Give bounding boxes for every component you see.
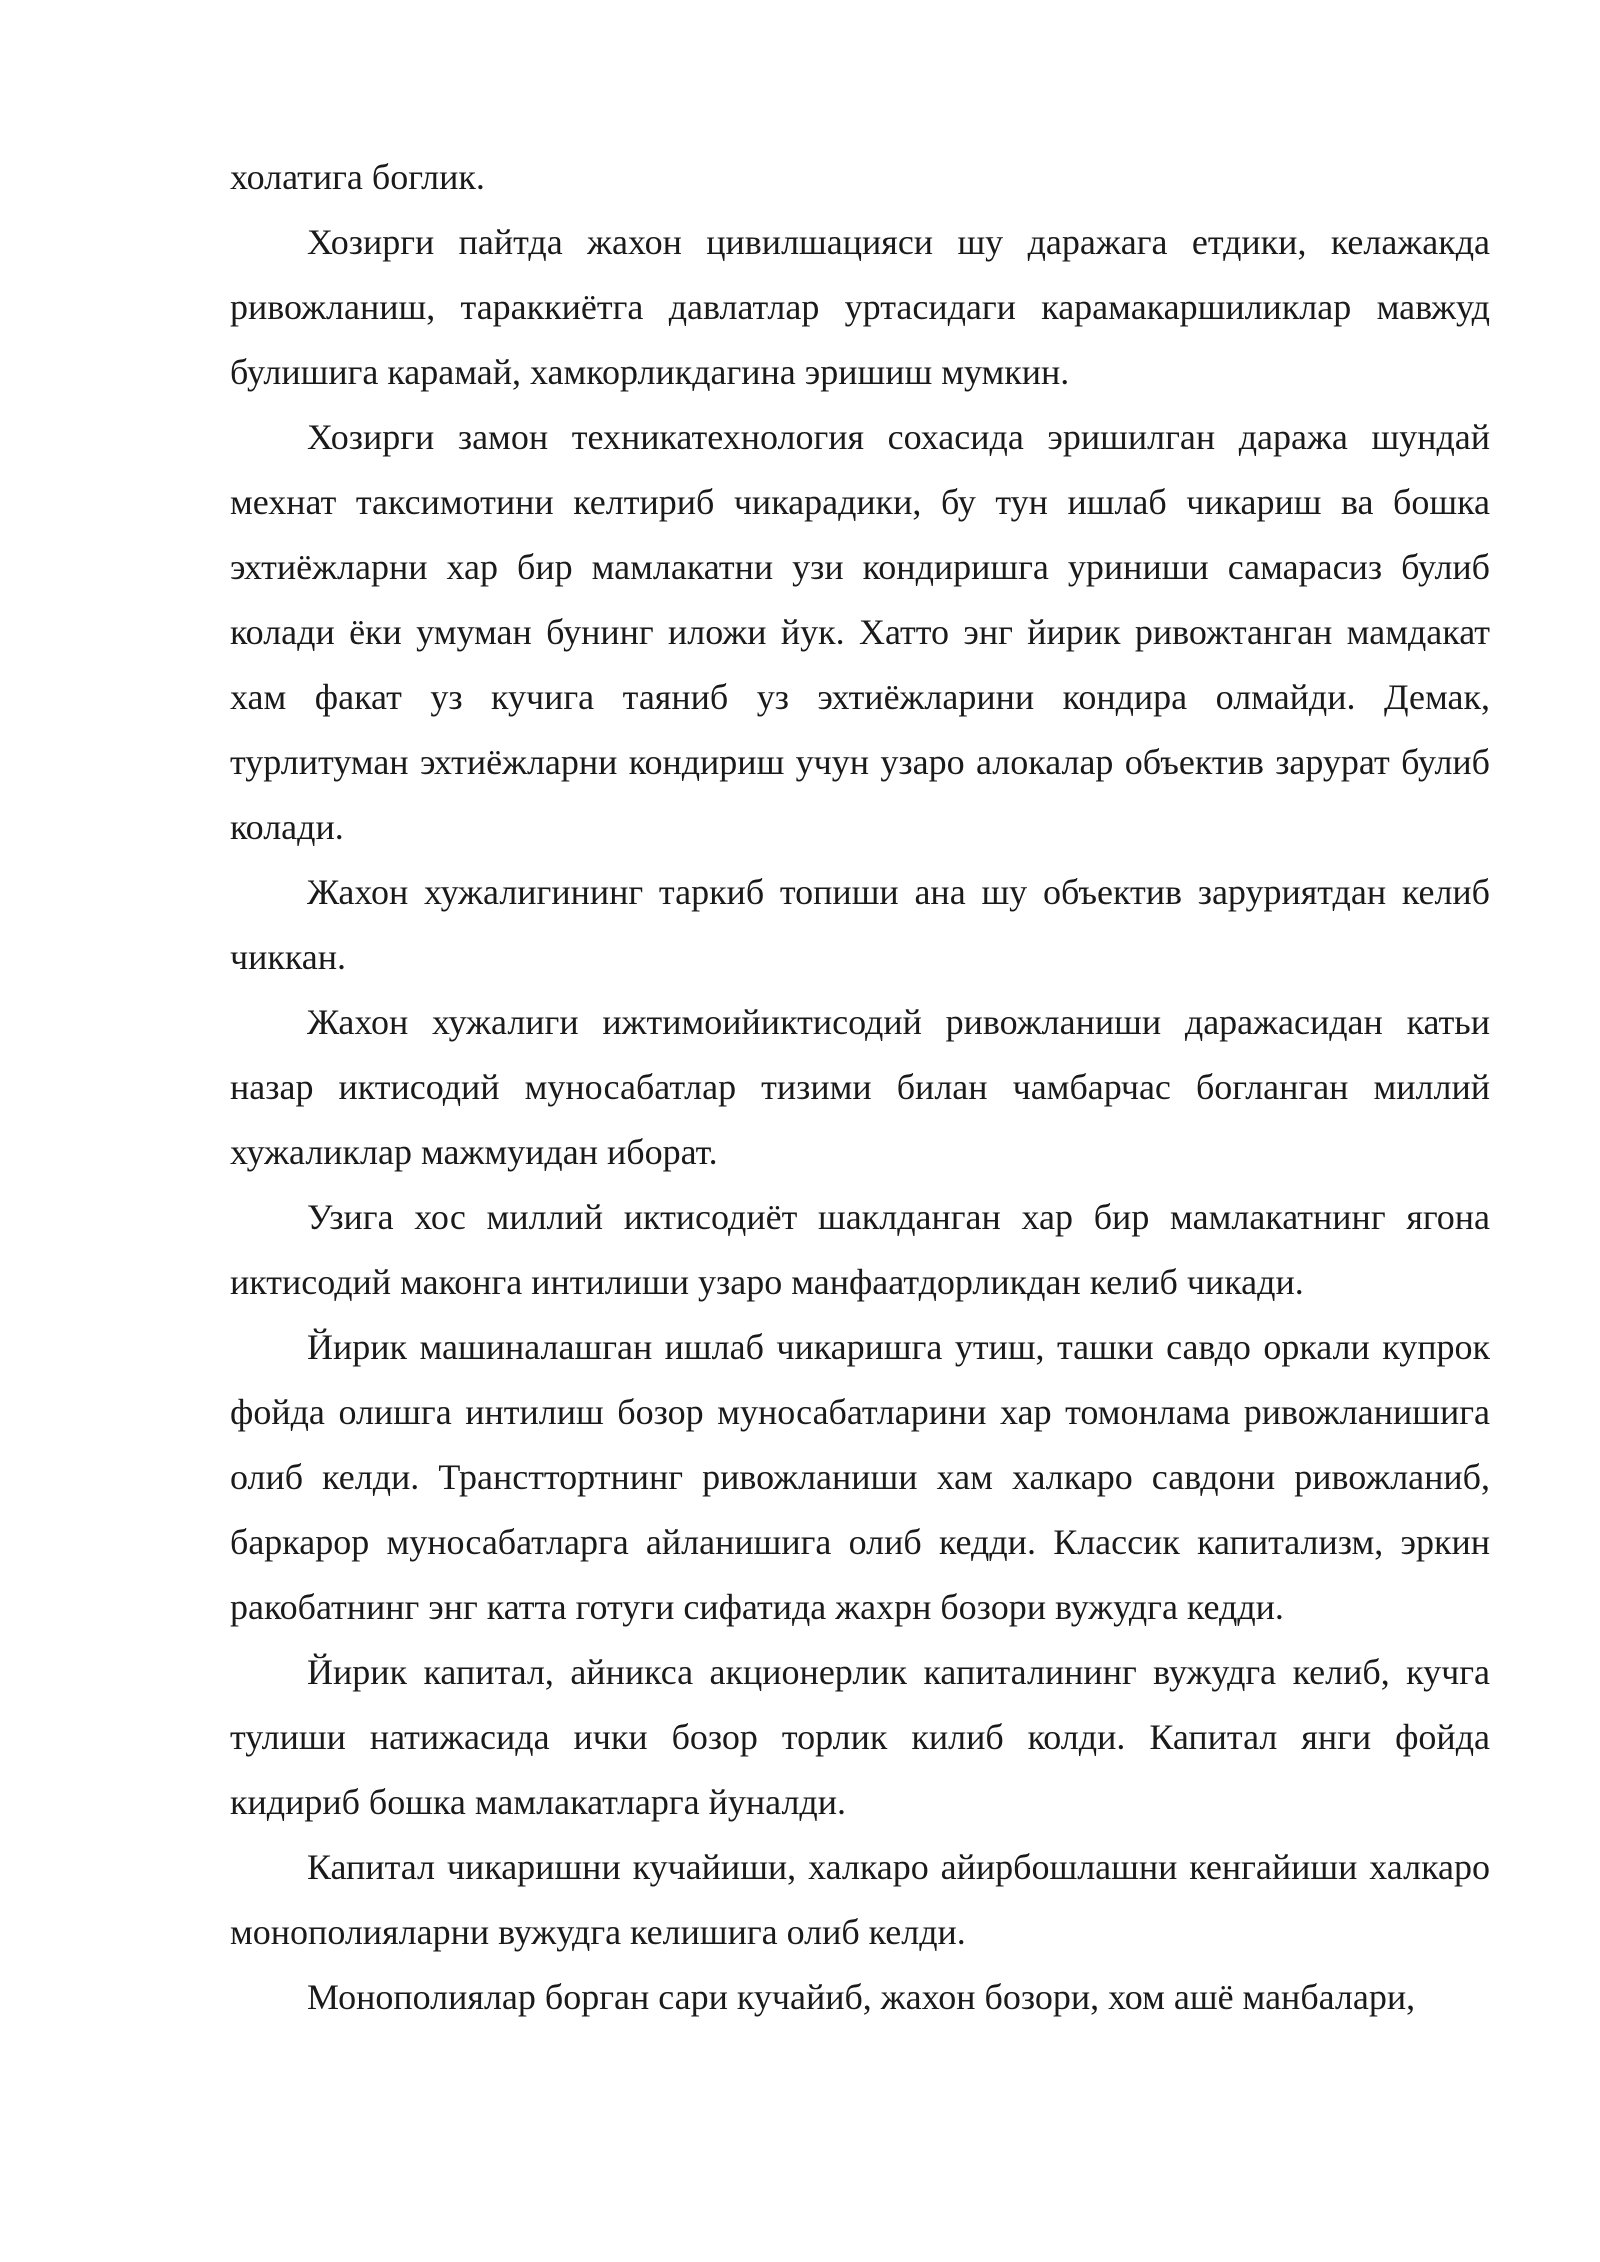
paragraph: Узига хос миллий иктисодиёт шаклданган хар бир мамлакатнинг ягона иктисодий маконга интилиши узаро манфаатдорликдан келиб чикади. bbox=[230, 1197, 1490, 1302]
paragraph: Капитал чикаришни кучайиши, халкаро айирбошлашни кенгайиши халкаро монополияларни вужудга келишига олиб келди. bbox=[230, 1847, 1490, 1952]
document-body bbox=[230, 145, 1490, 2030]
paragraph: Йирик машиналашган ишлаб чикаришга утиш, ташки савдо оркали купрок фойда олишга интилиш бозор муносабатларини хар томонлама ривожланишига олиб келди. Трансттортнинг ривожланиши хам халкаро савдони ривожланиб, баркарор муносабатларга айланишига олиб кедди. Классик капитализм, эркин ракобатнинг энг катта готуги сифатида жахрн бозори вужудга кедди. bbox=[230, 1327, 1490, 1627]
paragraph-continuation: холатига боглик. bbox=[230, 157, 485, 197]
paragraph: Йирик капитал, айникса акционерлик капиталининг вужудга келиб, кучга тулиши натижасида ички бозор торлик килиб колди. Капитал янги фойда кидириб бошка мамлакатларга йуналди. bbox=[230, 1652, 1490, 1822]
paragraph: Монополиялар борган сари кучайиб, жахон бозори, хом ашё манбалари, bbox=[307, 1977, 1416, 2017]
paragraph: Хозирги пайтда жахон цивилшацияси шу даражага етдики, келажакда ривожланиш, тараккиётга давлатлар уртасидаги карамакаршиликлар мавжуд булишига карамай, хамкорликдагина эришиш мумкин. bbox=[230, 222, 1490, 392]
paragraph: Жахон хужалиги ижтимоийиктисодий ривожланиши даражасидан катьи назар иктисодий муносабатлар тизими билан чамбарчас богланган миллий хужаликлар мажмуидан иборат. bbox=[230, 1002, 1490, 1172]
paragraph: Хозирги замон техникатехнология сохасида эришилган даража шундай мехнат таксимотини келтириб чикарадики, бу тун ишлаб чикариш ва бошка эхтиёжларни хар бир мамлакатни узи кондиришга уриниши самарасиз булиб колади ёки умуман бунинг иложи йук. Хатто энг йирик ривожтанган мамдакат хам факат уз кучига таяниб уз эхтиёжларини кондира олмайди. Демак, турлитуман эхтиёжларни кондириш учун узаро алокалар объектив зарурат булиб колади. bbox=[230, 417, 1490, 847]
paragraph: Жахон хужалигининг таркиб топиши ана шу объектив заруриятдан келиб чиккан. bbox=[230, 872, 1490, 977]
